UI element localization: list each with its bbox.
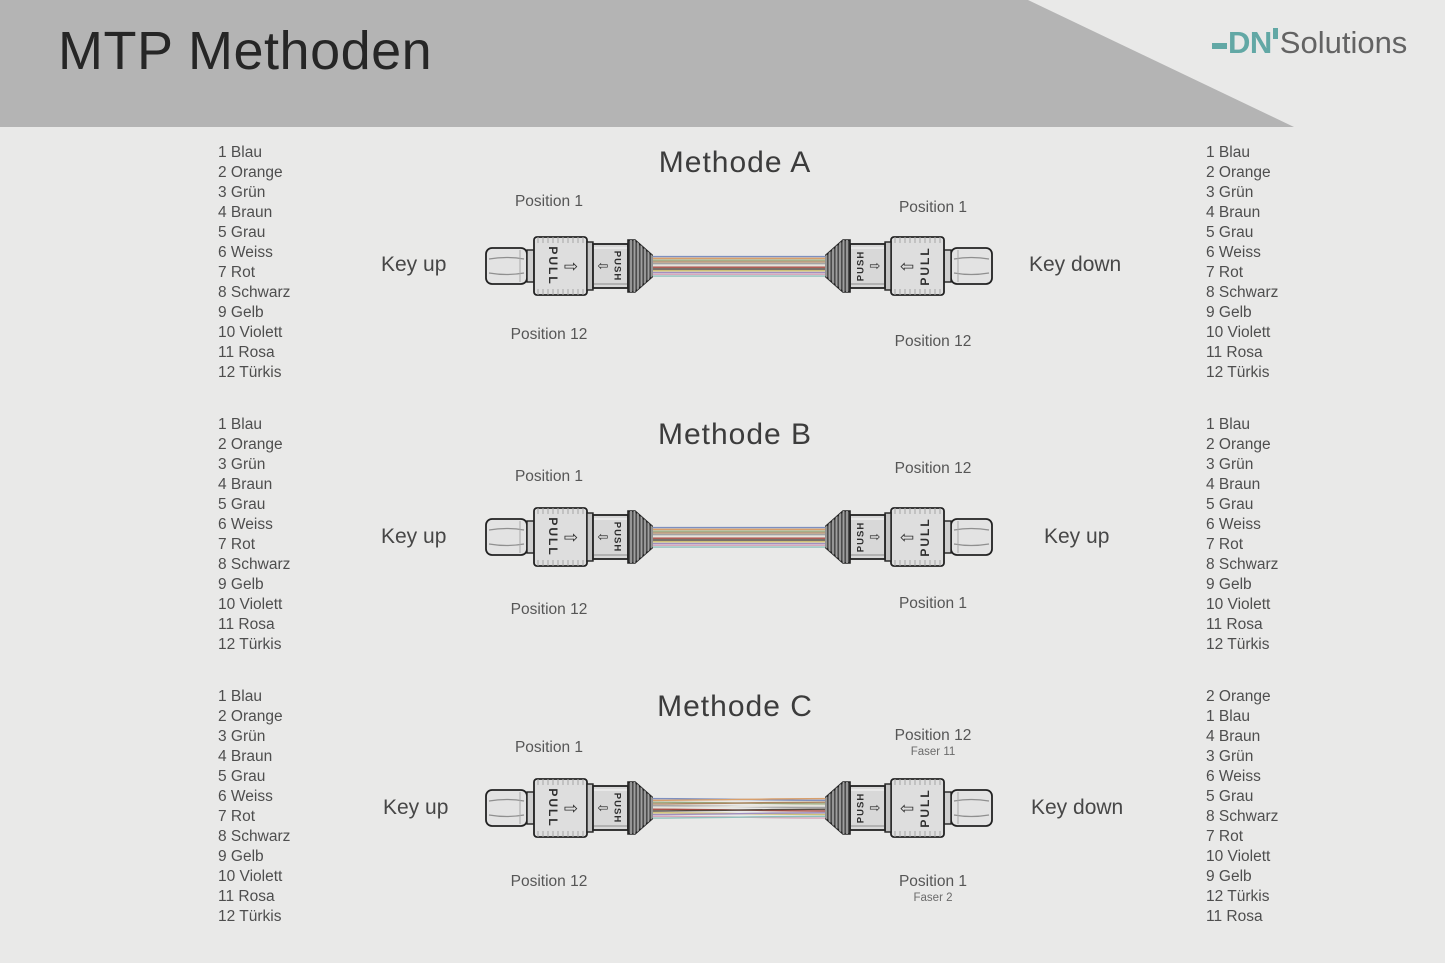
color-list-item: 12 Türkis: [218, 908, 282, 925]
color-list-item: 3 Grün: [218, 456, 266, 473]
color-list-item: 9 Gelb: [1206, 576, 1252, 593]
color-list-item: 5 Grau: [1206, 224, 1254, 241]
color-list-item: 7 Rot: [218, 536, 256, 553]
fiber-color-list-right: [1206, 143, 1278, 383]
cable-assembly: [483, 228, 995, 304]
color-list-item: 11 Rosa: [218, 616, 275, 633]
color-list-item: 4 Braun: [218, 476, 273, 493]
key-orientation-left: Key up: [381, 253, 447, 276]
mtp-connector-left: [483, 228, 653, 304]
page-title: MTP Methoden: [58, 21, 433, 81]
mtp-connector-right: [825, 228, 995, 304]
color-list-item: 9 Gelb: [1206, 304, 1252, 321]
color-list-item: 3 Grün: [218, 184, 266, 201]
position-text: Position 12: [894, 333, 972, 350]
color-list-item: 11 Rosa: [218, 888, 275, 905]
key-orientation-left: Key up: [381, 525, 447, 548]
key-orientation-right: Key down: [1029, 253, 1122, 276]
color-list-item: 2 Orange: [218, 164, 283, 181]
mtp-connector-right: [825, 499, 995, 575]
color-list-item: 8 Schwarz: [218, 828, 291, 845]
logo-dn-text: DN: [1228, 25, 1272, 60]
color-list-item: 7 Rot: [1206, 264, 1244, 281]
color-list-item: 3 Grün: [1206, 748, 1254, 765]
logo-solutions-text: Solutions: [1279, 25, 1408, 60]
color-list-item: 11 Rosa: [218, 344, 275, 361]
color-list-item: 3 Grün: [1206, 456, 1254, 473]
mtp-connector-right: [825, 770, 995, 846]
color-list-item: 7 Rot: [218, 808, 256, 825]
position-label-right-top: [878, 199, 988, 217]
position-text: Position 12: [510, 601, 588, 618]
color-list-item: 5 Grau: [218, 224, 266, 241]
color-list-item: 1 Blau: [1206, 708, 1250, 725]
position-label-right-bottom: [878, 595, 988, 613]
color-list-item: 8 Schwarz: [1206, 556, 1279, 573]
logo-bar-icon: [1212, 43, 1227, 49]
position-label-right-bottom: [878, 333, 988, 351]
color-list-item: 9 Gelb: [218, 304, 264, 321]
position-text: Position 1: [898, 199, 968, 216]
fiber-ribbon-cable: [647, 770, 831, 846]
position-label-left-top: [494, 193, 604, 211]
position-text: Position 12: [894, 460, 972, 477]
color-list-item: 10 Violett: [1206, 596, 1271, 613]
color-list-item: 7 Rot: [218, 264, 256, 281]
color-list-item: 4 Braun: [218, 204, 273, 221]
color-list-item: 9 Gelb: [218, 848, 264, 865]
color-list-item: 4 Braun: [1206, 204, 1261, 221]
color-list-item: 9 Gelb: [218, 576, 264, 593]
color-list-item: 3 Grün: [1206, 184, 1254, 201]
color-list-item: 7 Rot: [1206, 828, 1244, 845]
color-list-item: 10 Violett: [218, 868, 283, 885]
color-list-item: 8 Schwarz: [1206, 284, 1279, 301]
logo-tick-icon: [1273, 28, 1278, 39]
position-label-left-bottom: [494, 873, 604, 891]
color-list-item: 2 Orange: [1206, 164, 1271, 181]
position-label-right-top: [878, 460, 988, 478]
position-text: Position 1: [898, 873, 968, 890]
color-list-item: 10 Violett: [218, 324, 283, 341]
position-label-left-top: [494, 739, 604, 757]
color-list-item: 7 Rot: [1206, 536, 1244, 553]
color-list-item: 10 Violett: [1206, 324, 1271, 341]
cable-assembly: [483, 770, 995, 846]
color-list-item: 2 Orange: [1206, 688, 1271, 705]
color-list-item: 6 Weiss: [1206, 768, 1261, 785]
color-list-item: 6 Weiss: [218, 788, 273, 805]
color-list-item: 1 Blau: [218, 416, 262, 433]
mtp-connector-left: [483, 499, 653, 575]
position-label-right-top: [878, 727, 988, 758]
color-list-item: 5 Grau: [1206, 496, 1254, 513]
color-list-item: 11 Rosa: [1206, 616, 1263, 633]
color-list-item: 1 Blau: [218, 688, 262, 705]
position-text: Position 1: [514, 739, 584, 756]
color-list-item: 1 Blau: [1206, 144, 1250, 161]
section-title: Methode C: [657, 690, 813, 723]
position-label-left-bottom: [494, 601, 604, 619]
color-list-item: 5 Grau: [1206, 788, 1254, 805]
color-list-item: 6 Weiss: [1206, 244, 1261, 261]
color-list-item: 12 Türkis: [218, 636, 282, 653]
position-text: Position 12: [894, 727, 972, 744]
section-title: Methode B: [657, 418, 813, 451]
color-list-item: 9 Gelb: [1206, 868, 1252, 885]
fiber-ribbon-cable: [647, 499, 831, 575]
color-list-item: 10 Violett: [1206, 848, 1271, 865]
color-list-item: 2 Orange: [218, 708, 283, 725]
faser-sub-label: Faser 2: [913, 892, 953, 904]
color-list-item: 6 Weiss: [1206, 516, 1261, 533]
color-list-item: 6 Weiss: [218, 244, 273, 261]
color-list-item: 8 Schwarz: [1206, 808, 1279, 825]
color-list-item: 4 Braun: [1206, 728, 1261, 745]
color-list-item: 10 Violett: [218, 596, 283, 613]
fiber-ribbon-cable: [647, 228, 831, 304]
fiber-color-list-left: [218, 143, 290, 383]
color-list-item: 4 Braun: [218, 748, 273, 765]
dn-solutions-logo: [1212, 26, 1407, 60]
color-list-item: 4 Braun: [1206, 476, 1261, 493]
color-list-item: 1 Blau: [1206, 416, 1250, 433]
color-list-item: 1 Blau: [218, 144, 262, 161]
position-label-left-top: [494, 468, 604, 486]
color-list-item: 2 Orange: [1206, 436, 1271, 453]
position-text: Position 1: [514, 468, 584, 485]
color-list-item: 12 Türkis: [1206, 888, 1270, 905]
position-text: Position 12: [510, 873, 588, 890]
position-text: Position 12: [510, 326, 588, 343]
color-list-item: 3 Grün: [218, 728, 266, 745]
section-title: Methode A: [658, 146, 812, 179]
position-text: Position 1: [898, 595, 968, 612]
fiber-color-list-right: [1206, 415, 1278, 655]
color-list-item: 6 Weiss: [218, 516, 273, 533]
color-list-item: 2 Orange: [218, 436, 283, 453]
fiber-color-list-left: [218, 687, 290, 927]
position-text: Position 1: [514, 193, 584, 210]
key-orientation-right: Key up: [1044, 525, 1110, 548]
key-orientation-right: Key down: [1031, 796, 1124, 819]
color-list-item: 12 Türkis: [218, 364, 282, 381]
color-list-item: 8 Schwarz: [218, 556, 291, 573]
color-list-item: 11 Rosa: [1206, 908, 1263, 925]
color-list-item: 5 Grau: [218, 496, 266, 513]
position-label-left-bottom: [494, 326, 604, 344]
color-list-item: 5 Grau: [218, 768, 266, 785]
key-orientation-left: Key up: [383, 796, 449, 819]
faser-sub-label: Faser 11: [910, 746, 956, 758]
color-list-item: 12 Türkis: [1206, 636, 1270, 653]
fiber-color-list-right: [1206, 687, 1278, 927]
color-list-item: 8 Schwarz: [218, 284, 291, 301]
mtp-connector-left: [483, 770, 653, 846]
cable-assembly: [483, 499, 995, 575]
fiber-color-list-left: [218, 415, 290, 655]
position-label-right-bottom: [878, 873, 988, 904]
color-list-item: 12 Türkis: [1206, 364, 1270, 381]
color-list-item: 11 Rosa: [1206, 344, 1263, 361]
